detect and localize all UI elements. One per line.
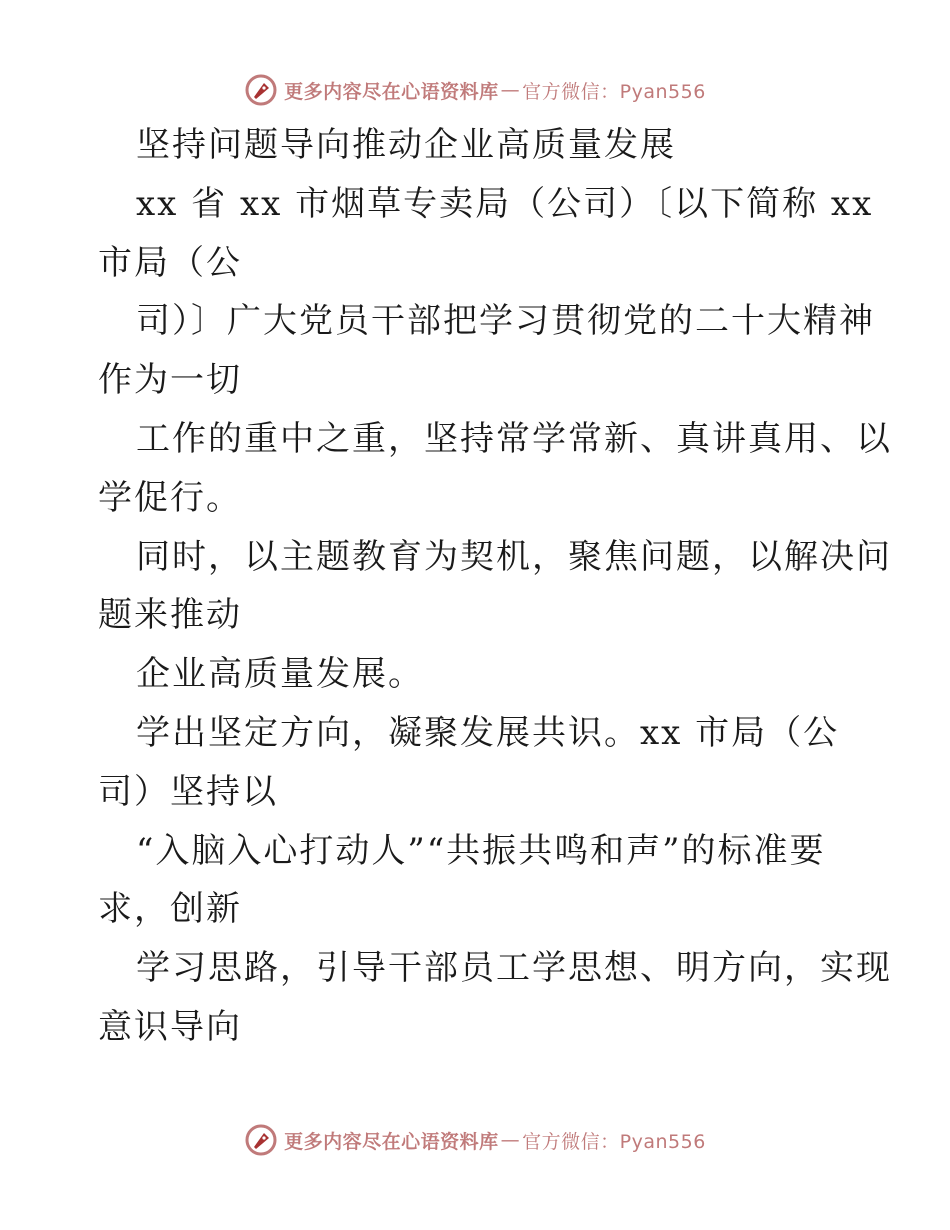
text-line: 意识导向 bbox=[98, 1006, 242, 1047]
watermark-separator: — bbox=[500, 79, 521, 101]
watermark-text: 更多内容尽在心语资料库 bbox=[284, 80, 499, 103]
pen-nib-icon bbox=[244, 73, 278, 107]
watermark-wechat: 官方微信：Pyan556 bbox=[522, 80, 706, 103]
text-line: 企业高质量发展。 bbox=[136, 654, 424, 695]
header-watermark bbox=[0, 70, 950, 110]
text-line: 司）〕广大党员干部把学习贯彻党的二十大精神 bbox=[136, 301, 875, 342]
document-body bbox=[98, 116, 892, 1057]
text-line: 同时，以主题教育为契机，聚焦问题，以解决问 bbox=[136, 536, 892, 577]
text-line: 学促行。 bbox=[98, 477, 242, 518]
document-title: 坚持问题导向推动企业高质量发展 bbox=[136, 125, 676, 165]
footer-watermark bbox=[0, 1120, 950, 1160]
pen-nib-icon bbox=[244, 1123, 278, 1157]
watermark-wechat: 官方微信：Pyan556 bbox=[522, 1130, 706, 1153]
text-line: 工作的重中之重，坚持常学常新、真讲真用、以 bbox=[136, 418, 892, 459]
text-line: 学习思路，引导干部员工学思想、明方向，实现 bbox=[136, 948, 892, 989]
section-heading-line: 学出坚定方向，凝聚发展共识。xx 市局（公 bbox=[136, 712, 840, 753]
text-line: 市局（公 bbox=[98, 242, 242, 283]
text-line: 题来推动 bbox=[98, 595, 242, 636]
text-line: 司）坚持以 bbox=[98, 771, 278, 812]
text-line: “入脑入心打动人”“共振共鸣和声”的标准要 bbox=[136, 830, 826, 871]
text-line: 作为一切 bbox=[98, 360, 242, 401]
watermark-separator: — bbox=[500, 1129, 521, 1151]
watermark-text: 更多内容尽在心语资料库 bbox=[284, 1130, 499, 1153]
text-line: 求，创新 bbox=[98, 889, 242, 930]
text-line: xx 省 xx 市烟草专卖局（公司）〔以下简称 xx bbox=[136, 183, 874, 224]
